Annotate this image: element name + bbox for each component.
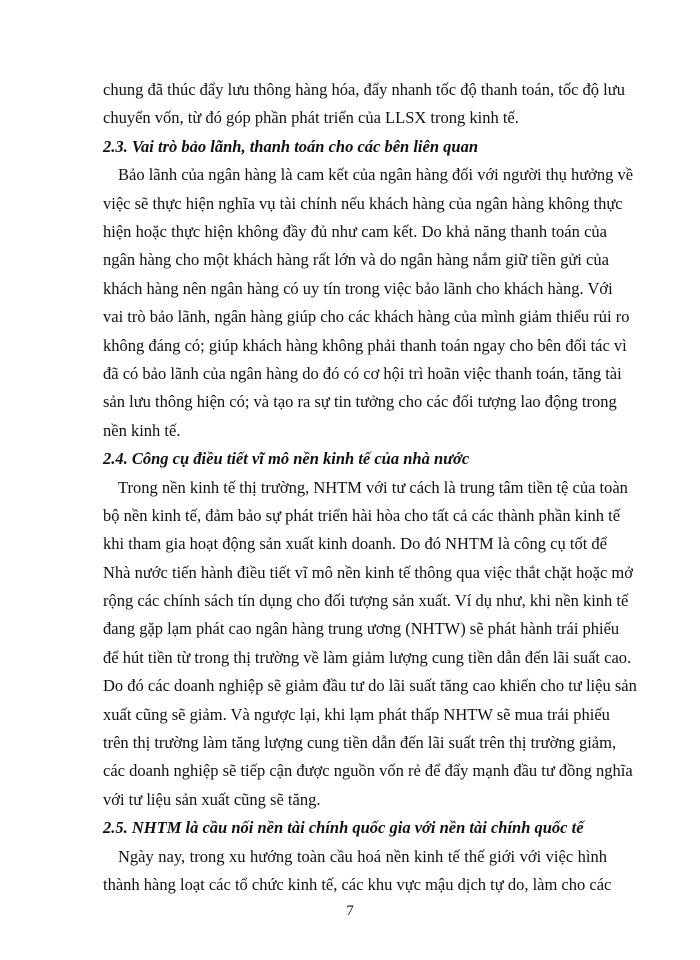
paragraph-line: chuyển vốn, từ đó góp phần phát triển của LLSX trong kinh tế. [103,108,519,128]
paragraph-line: đã có bảo lãnh của ngân hàng do đó có cơ hội trì hoãn việc thanh toán, tăng tài [103,363,622,383]
paragraph-line: Trong nền kinh tế thị trường, NHTM với tư cách là trung tâm tiền tệ của toàn [118,477,628,497]
paragraph-line: khi tham gia hoạt động sản xuất kinh doanh. Do đó NHTM là công cụ tốt để [103,534,607,554]
paragraph-line: trên thị trường làm tăng lượng cung tiền dẫn đến lãi suất trên thị trường giảm, [103,733,617,753]
paragraph-line: chung đã thúc đẩy lưu thông hàng hóa, đẩy nhanh tốc độ thanh toán, tốc độ lưu [103,80,625,99]
paragraph-line: các doanh nghiệp sẽ tiếp cận được nguồn vốn rẻ để đẩy mạnh đầu tư đồng nghĩa [103,761,633,781]
paragraph-line: nền kinh tế. [103,420,181,440]
paragraph-line: đang gặp lạm phát cao ngân hàng trung ương (NHTW) sẽ phát hành trái phiếu [103,619,620,639]
paragraph-line: ngân hàng cho một khách hàng rất lớn và do ngân hàng nắm giữ tiền gửi của [103,250,609,270]
paragraph-line: xuất cũng sẽ giảm. Và ngược lại, khi lạm phát thấp NHTW sẽ mua trái phiếu [103,704,610,724]
paragraph-line: hiện hoặc thực hiện không đầy đủ như cam kết. Do khả năng thanh toán của [103,221,607,241]
paragraph-line: sản lưu thông hiện có; và tạo ra sự tin tưởng cho các đối tượng lao động trong [103,392,617,412]
section-heading-2-3: 2.3. Vai trò bảo lãnh, thanh toán cho các bên liên quan [103,136,478,156]
paragraph-line: việc sẽ thực hiện nghĩa vụ tài chính nếu khách hàng của ngân hàng không thực [103,193,623,213]
paragraph-line: rộng các chính sách tín dụng cho đối tượng sản xuất. Ví dụ như, khi nền kinh tế [103,591,629,611]
paragraph-line: Ngày nay, trong xu hướng toàn cầu hoá nền kinh tế thế giới với việc hình [118,846,607,866]
paragraph-line: với tư liệu sản xuất cũng sẽ tăng. [103,789,321,809]
paragraph-line: Bảo lãnh của ngân hàng là cam kết của ngân hàng đối với người thụ hưởng về [118,165,634,185]
paragraph-line: Do đó các doanh nghiệp sẽ giảm đầu tư do lãi suất tăng cao khiến cho tư liệu sản [103,676,637,696]
paragraph-line: thành hàng loạt các tổ chức kinh tế, các khu vực mậu dịch tự do, làm cho các [103,875,612,894]
section-heading-2-5: 2.5. NHTM là cầu nối nền tài chính quốc gia với nền tài chính quốc tế [103,818,584,838]
paragraph-line: vai trò bảo lãnh, ngân hàng giúp cho các khách hàng của mình giảm thiểu rủi ro [103,307,630,327]
section-heading-2-4: 2.4. Công cụ điều tiết vĩ mô nền kinh tế của nhà nước [103,449,470,469]
paragraph-line: bộ nền kinh tế, đảm bảo sự phát triển hài hòa cho tất cả các thành phần kinh tế [103,505,621,525]
page-number: 7 [346,903,354,919]
paragraph-line: khách hàng nên ngân hàng có uy tín trong việc bảo lãnh cho khách hàng. Với [103,278,613,298]
paragraph-line: không đáng có; giúp khách hàng không phải thanh toán ngay cho bên đối tác vì [103,335,627,355]
paragraph-line: để hút tiền từ trong thị trường về làm giảm lượng cung tiền dẫn đến lãi suất cao. [103,647,632,667]
paragraph-line: Nhà nước tiến hành điều tiết vĩ mô nền kinh tế thông qua việc thắt chặt hoặc mở [103,562,633,582]
